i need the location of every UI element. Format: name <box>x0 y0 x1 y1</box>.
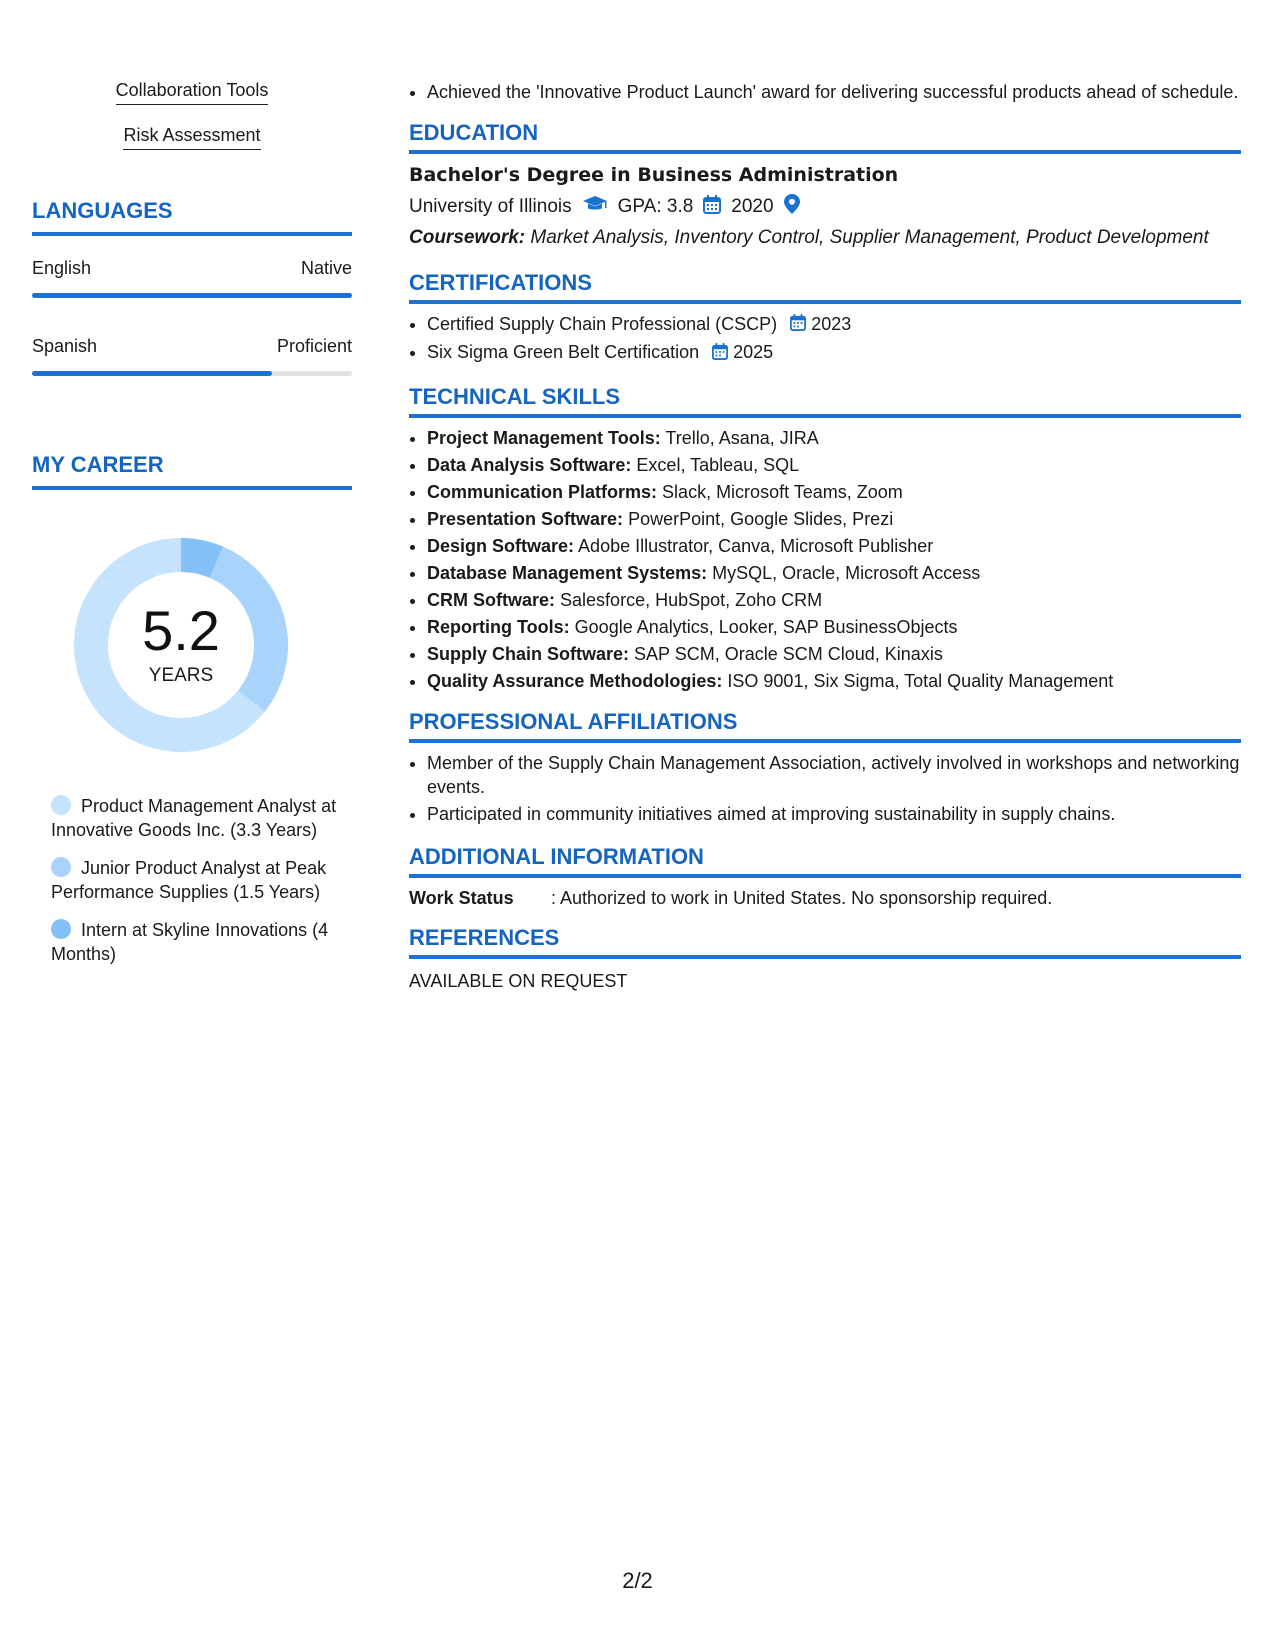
language-name: Spanish <box>32 336 98 356</box>
affiliation-item: • Member of the Supply Chain Management Association, actively involved in workshops and networking events. <box>427 751 1241 799</box>
references-text: AVAILABLE ON REQUEST <box>409 970 628 991</box>
language-level: Native <box>300 258 352 278</box>
certifications-section <box>409 270 1241 366</box>
career-list <box>32 794 352 966</box>
skill-label: Design Software: <box>427 535 575 556</box>
graduation-cap-icon <box>582 195 608 219</box>
skill-item <box>427 642 1241 666</box>
gpa: GPA: 3.8 <box>617 196 694 217</box>
language-bar-fill <box>32 293 352 298</box>
career-donut <box>66 530 296 760</box>
language-bar-fill <box>32 371 272 376</box>
skill-value: Google Analytics, Looker, SAP BusinessObjects <box>574 616 958 637</box>
calendar-icon <box>712 342 728 366</box>
career-item <box>51 856 352 904</box>
skill-value: Adobe Illustrator, Canva, Microsoft Publisher <box>578 535 934 556</box>
skill-item <box>427 480 1241 504</box>
career-heading: MY CAREER <box>32 452 352 490</box>
education-details <box>409 194 1241 220</box>
language-bar <box>32 293 352 298</box>
coursework-list: Market Analysis, Inventory Control, Supplier Management, Product Development <box>530 227 1209 248</box>
calendar-icon <box>703 195 721 220</box>
skill-label: Data Analysis Software: <box>427 454 632 475</box>
skill-label: Quality Assurance Methodologies: <box>427 670 723 691</box>
school-name: University of Illinois <box>409 196 572 217</box>
skill-item <box>427 507 1241 531</box>
work-status-value: : Authorized to work in United States. No sponsorship required. <box>551 887 1053 908</box>
career-dot-icon <box>51 919 71 939</box>
language-name: English <box>32 258 92 278</box>
certification-name: Six Sigma Green Belt Certification <box>427 342 700 363</box>
skill-value: Slack, Microsoft Teams, Zoom <box>662 481 903 502</box>
skill-label: Reporting Tools: <box>427 616 570 637</box>
skill-label: Database Management Systems: <box>427 562 708 583</box>
skill-label: Supply Chain Software: <box>427 643 630 664</box>
career-dot-icon <box>51 857 71 877</box>
achievement-item: • Achieved the 'Innovative Product Launch' award for delivering successful products ahead of schedule. <box>427 80 1241 104</box>
references-section <box>409 925 1241 992</box>
achievement-list <box>409 80 1241 104</box>
skill-value: MySQL, Oracle, Microsoft Access <box>712 562 981 583</box>
language-item <box>32 258 352 298</box>
technical-skills-section <box>409 384 1241 693</box>
skill-label: Communication Platforms: <box>427 481 658 502</box>
skill-chips <box>32 80 352 170</box>
degree-title: Bachelor's Degree in Business Administration <box>409 164 899 186</box>
career-item <box>51 794 352 842</box>
skill-chip: Risk Assessment <box>123 125 260 150</box>
work-status-row <box>409 888 1241 909</box>
affiliations-heading: PROFESSIONAL AFFILIATIONS <box>409 709 1241 743</box>
languages-heading: LANGUAGES <box>32 198 352 236</box>
certification-item <box>427 340 1241 365</box>
graduation-year: 2020 <box>731 196 774 217</box>
skill-label: Presentation Software: <box>427 508 624 529</box>
references-heading: REFERENCES <box>409 925 1241 959</box>
career-item <box>51 918 352 966</box>
education-section <box>409 120 1241 250</box>
calendar-icon <box>790 313 806 337</box>
skill-value: PowerPoint, Google Slides, Prezi <box>628 508 894 529</box>
career-item-label: Junior Product Analyst at Peak Performance Supplies (1.5 Years) <box>51 858 327 902</box>
certification-item <box>427 312 1241 337</box>
main-content <box>409 80 1241 992</box>
language-bar <box>32 371 352 376</box>
certification-year: 2025 <box>733 342 774 363</box>
technical-skills-heading: TECHNICAL SKILLS <box>409 384 1241 418</box>
skill-value: ISO 9001, Six Sigma, Total Quality Management <box>727 670 1114 691</box>
affiliations-list <box>409 751 1241 826</box>
technical-skills-list <box>409 426 1241 693</box>
skill-value: Salesforce, HubSpot, Zoho CRM <box>560 589 823 610</box>
skill-chip: Collaboration Tools <box>116 80 269 105</box>
sidebar <box>32 80 352 980</box>
affiliation-item: • Participated in community initiatives aimed at improving sustainability in supply chains. <box>427 802 1241 826</box>
certifications-heading: CERTIFICATIONS <box>409 270 1241 304</box>
additional-info-section <box>409 844 1241 909</box>
location-pin-icon <box>784 194 800 220</box>
work-status-key: Work Status <box>409 887 514 908</box>
education-heading: EDUCATION <box>409 120 1241 154</box>
certifications-list <box>409 312 1241 366</box>
skill-value: Excel, Tableau, SQL <box>636 454 800 475</box>
additional-info-heading: ADDITIONAL INFORMATION <box>409 844 1241 878</box>
skill-item <box>427 453 1241 477</box>
skill-value: Trello, Asana, JIRA <box>665 427 819 448</box>
coursework-label: Coursework: <box>409 227 526 248</box>
skill-item <box>427 426 1241 450</box>
career-item-label: Intern at Skyline Innovations (4 Months) <box>51 920 329 964</box>
certification-name: Certified Supply Chain Professional (CSCP) <box>427 314 778 334</box>
coursework <box>409 226 1241 250</box>
language-level: Proficient <box>276 336 352 356</box>
skill-item <box>427 561 1241 585</box>
career-dot-icon <box>51 795 71 815</box>
skill-item <box>427 588 1241 612</box>
career-item-label: Product Management Analyst at Innovative Goods Inc. (3.3 Years) <box>51 796 337 840</box>
career-total: 5.2 <box>142 599 220 662</box>
skill-value: SAP SCM, Oracle SCM Cloud, Kinaxis <box>634 643 943 664</box>
page-number: 2/2 <box>622 1568 653 1593</box>
skill-item <box>427 669 1241 693</box>
skill-label: CRM Software: <box>427 589 556 610</box>
language-item <box>32 336 352 376</box>
skill-label: Project Management Tools: <box>427 427 661 448</box>
career-unit: YEARS <box>148 665 214 686</box>
certification-year: 2023 <box>811 314 852 334</box>
affiliations-section <box>409 709 1241 826</box>
skill-item <box>427 615 1241 639</box>
skill-item <box>427 534 1241 558</box>
